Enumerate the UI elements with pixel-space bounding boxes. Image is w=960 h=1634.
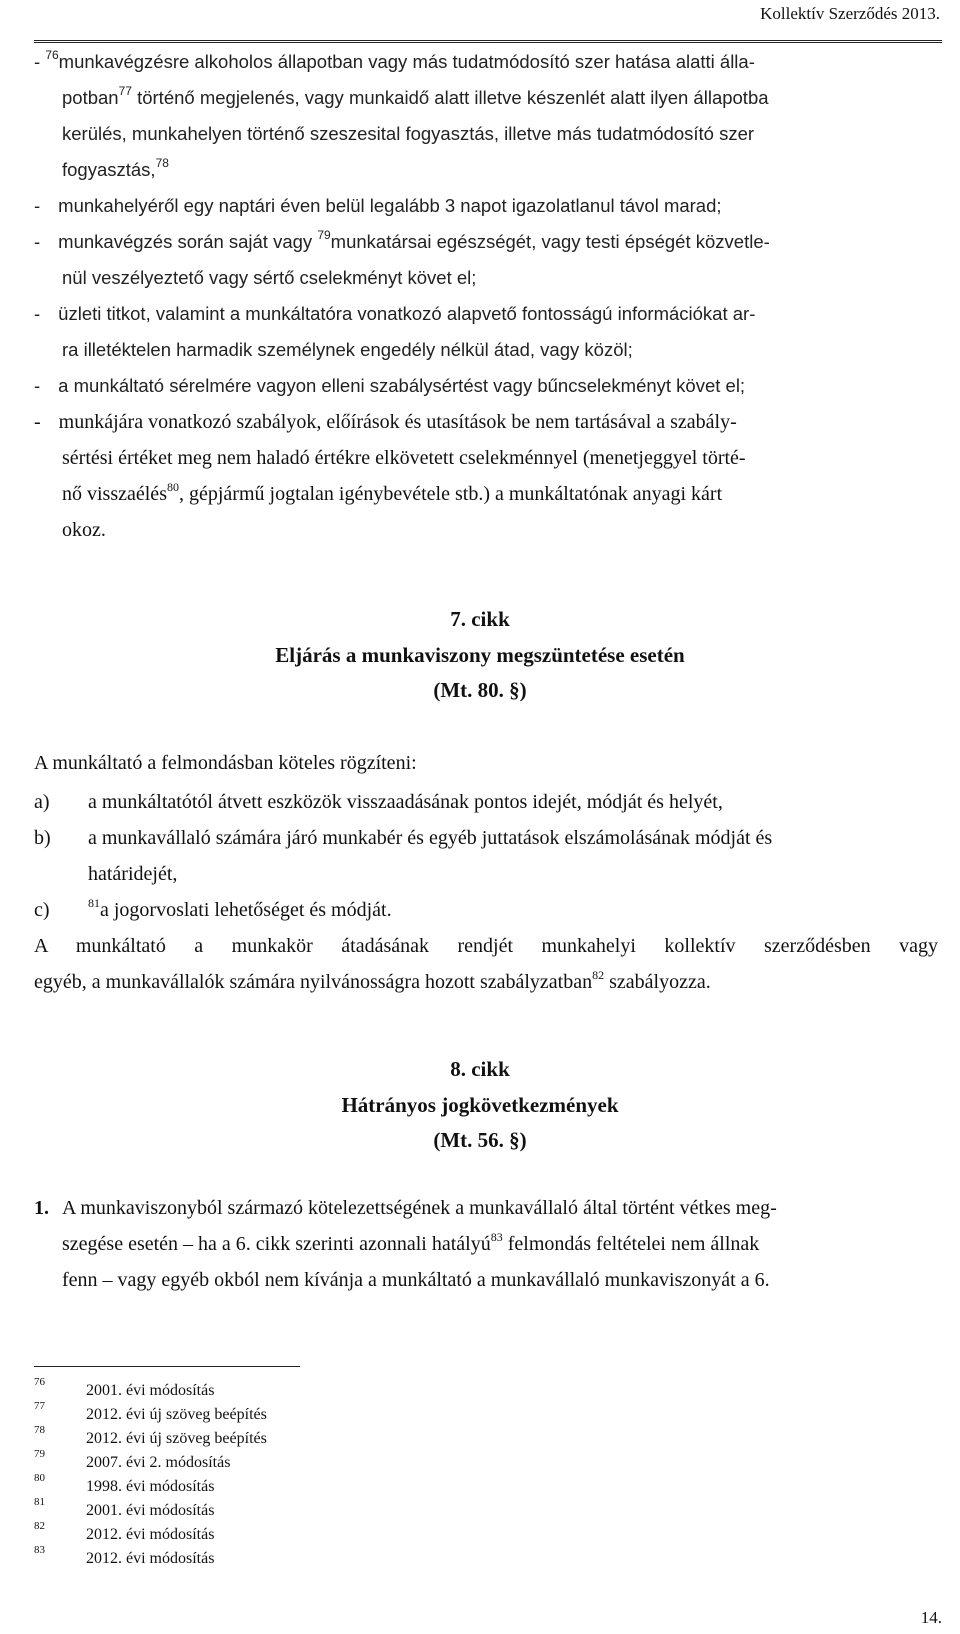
footnote-ref: 76 xyxy=(45,48,59,62)
item-label: c) xyxy=(34,899,50,921)
list-text: a munkáltató sérelmére vagyon elleni szabálysértést vagy bűncselekményt követ el; xyxy=(58,375,746,396)
footnote-number: 82 xyxy=(34,1520,45,1532)
paragraph-line: A munkáltató a munkakör átadásának rendjét munkahelyi kollektív szerződésben vagy xyxy=(34,935,938,957)
footnote-ref: 77 xyxy=(118,84,132,98)
offense-list-serif xyxy=(34,404,938,548)
paragraph-text: felmondás feltételei nem állnak xyxy=(502,1233,760,1255)
dash: - xyxy=(34,231,41,252)
item-label: 1. xyxy=(34,1197,49,1219)
dash: - xyxy=(34,303,41,324)
paragraph-line: fenn – vagy egyéb okból nem kívánja a munkáltató a munkavállaló munkaviszonyát a 6. xyxy=(62,1269,770,1291)
list-item xyxy=(34,44,938,80)
dash: - xyxy=(34,411,41,433)
list-text-line: kerülés, munkahelyen történő szeszesital fogyasztás, illetve más tudatmódosító szer xyxy=(62,123,755,144)
list-text-line xyxy=(34,152,938,188)
footnote-ref: 80 xyxy=(166,480,179,494)
article-title: Hátrányos jogkövetkezmények xyxy=(341,1093,619,1117)
list-item xyxy=(34,784,938,820)
item-text: a munkáltatótól átvett eszközök visszaadásának pontos idejét, módját és helyét, xyxy=(88,791,723,813)
footnote-number: 79 xyxy=(34,1448,45,1460)
list-text: üzleti titkot, valamint a munkáltatóra vonatkozó alapvető fontosságú információkat ar- xyxy=(58,303,756,324)
footnote-text: 2007. évi 2. módosítás xyxy=(86,1454,231,1471)
footnote-text: 2001. évi módosítás xyxy=(86,1382,215,1399)
footnote-ref: 81 xyxy=(88,896,100,910)
list-item xyxy=(34,404,938,440)
list-text: potban xyxy=(62,87,119,108)
list-text-line: ra illetéktelen harmadik személynek engedély nélkül átad, vagy közöl; xyxy=(62,339,633,360)
footnote xyxy=(34,1472,434,1502)
footnote xyxy=(34,1376,434,1406)
footnote xyxy=(34,1496,434,1526)
list-text-line: nül veszélyeztető vagy sértő cselekményt követ el; xyxy=(62,267,477,288)
list-text-line xyxy=(34,476,938,512)
list-text: munkavégzés során saját vagy xyxy=(58,231,318,252)
paragraph-text: szabályozza. xyxy=(604,971,711,993)
list-text: fogyasztás, xyxy=(62,159,156,180)
item-text: a munkavállaló számára járó munkabér és egyéb juttatások elszámolásának módját és xyxy=(88,827,773,849)
paragraph-line: A munkaviszonyból származó kötelezettségének a munkavállaló által történt vétkes meg- xyxy=(62,1197,777,1219)
paragraph-line xyxy=(34,964,938,1000)
list-text: , gépjármű jogtalan igénybevétele stb.) a munkáltatónak anyagi kárt xyxy=(178,483,723,505)
footnote-text: 2012. évi módosítás xyxy=(86,1526,215,1543)
list-item xyxy=(34,224,938,260)
article-title: Eljárás a munkaviszony megszüntetése esetén xyxy=(275,643,685,667)
header-rule xyxy=(34,40,942,43)
footnote-text: 2012. évi új szöveg beépítés xyxy=(86,1406,267,1423)
article-ref: (Mt. 56. §) xyxy=(433,1128,527,1152)
footnote-number: 81 xyxy=(34,1496,45,1508)
list-item xyxy=(34,820,938,892)
dash: - xyxy=(34,51,41,72)
footnote-number: 78 xyxy=(34,1424,45,1436)
article-number: 7. cikk xyxy=(450,607,510,631)
page-number: 14. xyxy=(920,1608,942,1627)
article-intro: A munkáltató a felmondásban köteles rögzíteni: xyxy=(34,752,417,774)
footnote-text: 1998. évi módosítás xyxy=(86,1478,215,1495)
item-text: határidejét, xyxy=(88,863,178,885)
dash: - xyxy=(34,375,41,396)
item-text-content: a jogorvoslati lehetőséget és módját. xyxy=(100,899,392,921)
item-label: b) xyxy=(34,827,51,849)
paragraph-text: szegése esetén – ha a 6. cikk szerinti azonnali hatályú xyxy=(62,1233,491,1255)
footnote-number: 77 xyxy=(34,1400,45,1412)
footnote xyxy=(34,1400,434,1430)
dash: - xyxy=(34,195,41,216)
numbered-paragraph xyxy=(34,1190,938,1300)
footnote xyxy=(34,1520,434,1550)
paragraph-text: egyéb, a munkavállalók számára nyilvánosságra hozott szabályzatban xyxy=(34,971,593,993)
list-text-line xyxy=(34,80,938,116)
article-ref: (Mt. 80. §) xyxy=(433,678,527,702)
footnote xyxy=(34,1448,434,1478)
list-text: munkatársai egészségét, vagy testi épségét közvetle- xyxy=(330,231,770,252)
list-item xyxy=(34,296,938,332)
footnote-number: 83 xyxy=(34,1544,45,1556)
footnote-ref: 82 xyxy=(592,968,605,982)
list-item xyxy=(34,368,938,404)
footnote xyxy=(34,1544,434,1574)
list-text: munkájára vonatkozó szabályok, előírások és utasítások be nem tartásával a szabály- xyxy=(58,411,737,433)
article-number: 8. cikk xyxy=(450,1057,510,1081)
list-text-line: sértési értéket meg nem haladó értékre elkövetett cselekménnyel (menetjeggyel törté- xyxy=(62,447,746,469)
footnote-rule xyxy=(34,1366,300,1367)
footnote-ref: 83 xyxy=(490,1230,503,1244)
running-header: Kollektív Szerződés 2013. xyxy=(760,4,940,23)
footnote-ref: 78 xyxy=(155,156,169,170)
list-text-line: okoz. xyxy=(62,519,106,541)
item-text xyxy=(88,892,938,928)
footnote-number: 76 xyxy=(34,1376,45,1388)
footnote-text: 2001. évi módosítás xyxy=(86,1502,215,1519)
item-label: a) xyxy=(34,791,50,813)
footnote xyxy=(34,1424,434,1454)
article-paragraph xyxy=(34,928,938,1000)
list-item xyxy=(34,892,938,928)
footnote-text: 2012. évi új szöveg beépítés xyxy=(86,1430,267,1447)
list-text: történő megjelenés, vagy munkaidő alatt illetve készenlét alatt ilyen állapotba xyxy=(131,87,769,108)
list-text: nő visszaélés xyxy=(62,483,167,505)
footnote-number: 80 xyxy=(34,1472,45,1484)
list-item xyxy=(34,188,938,224)
list-text: munkahelyéről egy naptári éven belül legalább 3 napot igazolatlanul távol marad; xyxy=(58,195,722,216)
paragraph-line xyxy=(62,1226,938,1262)
offense-list xyxy=(34,44,938,404)
footnote-ref: 79 xyxy=(317,228,331,242)
list-text: munkavégzésre alkoholos állapotban vagy más tudatmódosító szer hatása alatti álla- xyxy=(58,51,755,72)
footnote-text: 2012. évi módosítás xyxy=(86,1550,215,1567)
